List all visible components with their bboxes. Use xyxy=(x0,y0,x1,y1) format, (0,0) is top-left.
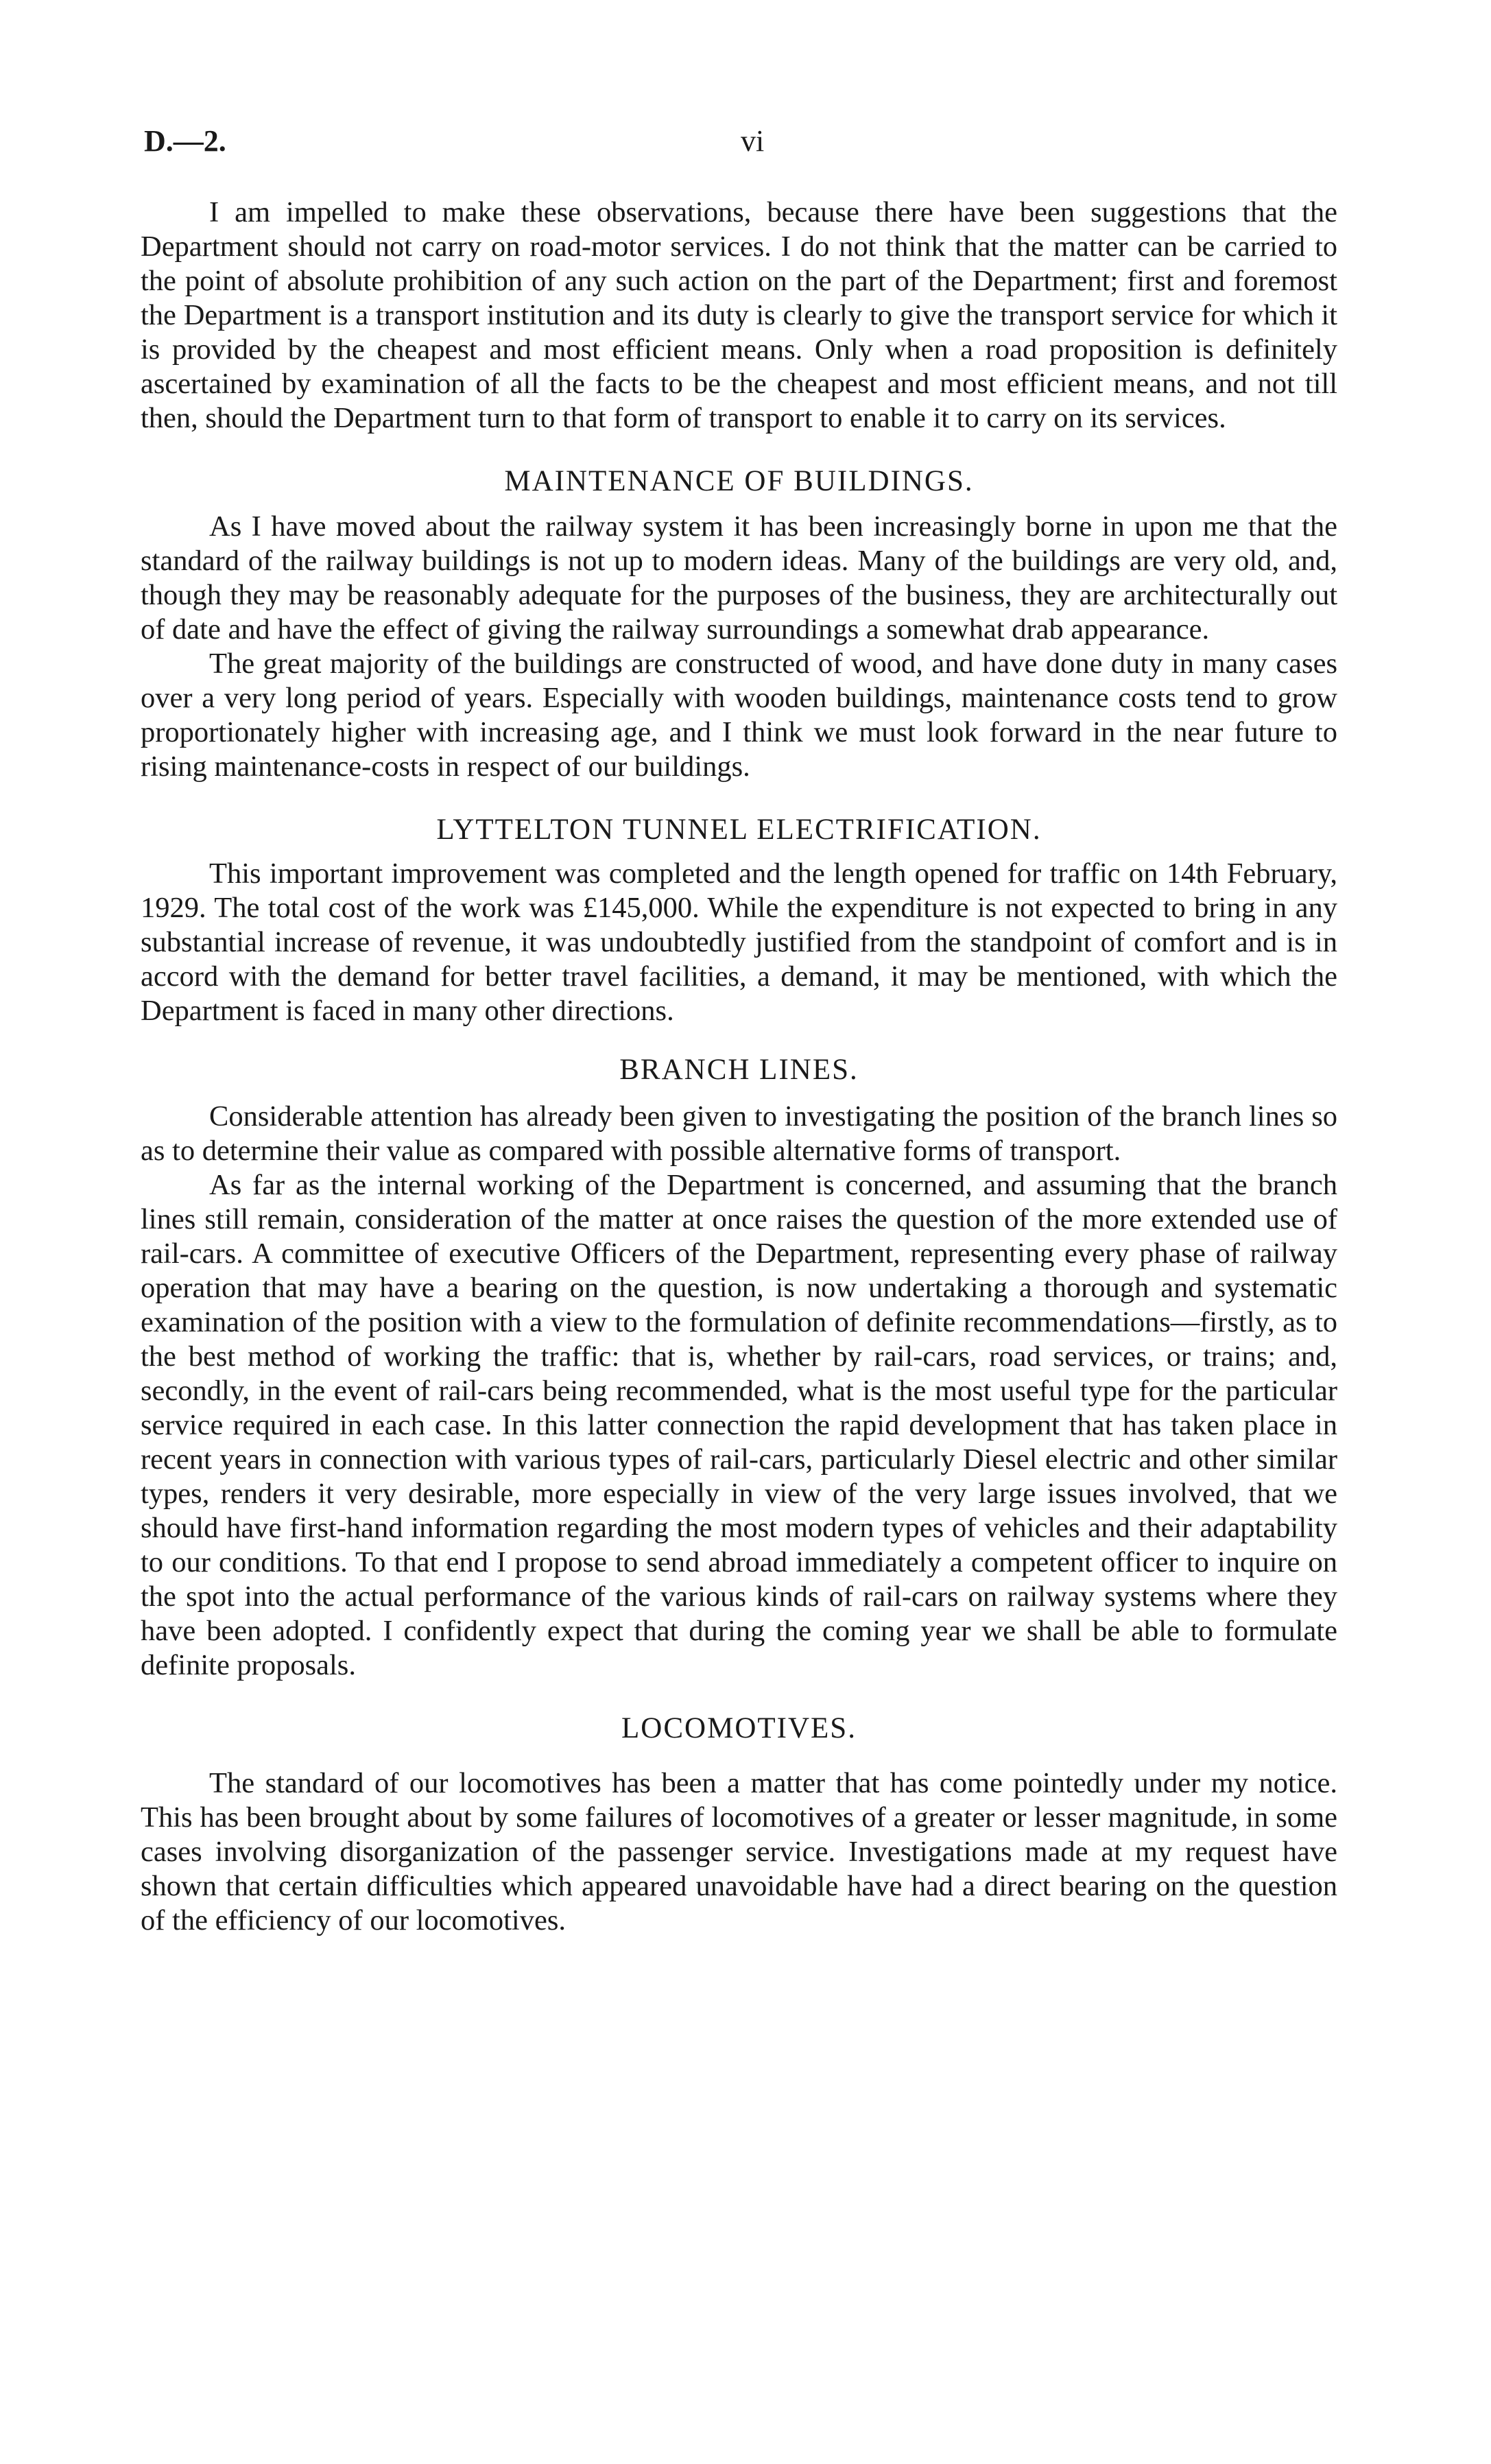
document-reference: D.—2. xyxy=(144,124,226,158)
section-heading-maintenance: MAINTENANCE OF BUILDINGS. xyxy=(504,465,974,497)
maintenance-paragraph-1: As I have moved about the railway system it has been increasingly borne in upon me that the standard of the railway buildings is not up to modern ideas. Many of the buildings are very old, and, though they may be reasonably adequate for the purposes of the business, they are architecturally out of date and have the effect of giving the railway surroundings a somewhat drab appearance. xyxy=(141,510,1337,645)
section-heading-lyttelton: LYTTELTON TUNNEL ELECTRIFICATION. xyxy=(436,814,1042,846)
section-heading-branch-lines: BRANCH LINES. xyxy=(619,1054,859,1086)
branch-lines-paragraph-1: Considerable attention has already been given to investigating the position of the branch lines so as to determine their value as compared with possible alternative forms of transport. xyxy=(141,1100,1337,1167)
locomotives-paragraph-1: The standard of our locomotives has been a matter that has come pointedly under my notice. This has been brought about by some failures of locomotives of a greater or lesser magnitude, in some cases involving disorganization of the passenger service. Investigations made at my request have shown that certain difficulties which appeared unavoidable have had a direct bearing on the question of the efficiency of our locomotives. xyxy=(141,1767,1337,1936)
intro-paragraph: I am impelled to make these observations, because there have been suggestions that the Department should not carry on road-motor services. I do not think that the matter can be carried to the point of absolute prohibition of any such action on the part of the Department; first and foremost the Department is a transport institution and its duty is clearly to give the transport service for which it is provided by the cheapest and most efficient means. Only when a road proposition is definitely ascertained by examination of all the facts to be the cheapest and most efficient means, and not till then, should the Department turn to that form of transport to enable it to carry on its services. xyxy=(141,196,1337,434)
section-heading-locomotives: LOCOMOTIVES. xyxy=(621,1712,857,1744)
page-header xyxy=(144,123,1351,165)
maintenance-paragraph-2: The great majority of the buildings are constructed of wood, and have done duty in many cases over a very long period of years. Especially with wooden buildings, maintenance costs tend to grow proportionately higher with increasing age, and I think we must look forward in the near future to rising maintenance-costs in respect of our buildings. xyxy=(141,648,1337,783)
document-body xyxy=(141,196,1337,1938)
lyttelton-paragraph-1: This important improvement was completed and the length opened for traffic on 14th February, 1929. The total cost of the work was £145,000. While the expenditure is not expected to bring in any substantial increase of revenue, it was undoubtedly justified from the standpoint of comfort and is in accord with the demand for better travel facilities, a demand, it may be mentioned, with which the Department is faced in many other directions. xyxy=(141,857,1337,1027)
branch-lines-paragraph-2: As far as the internal working of the Department is concerned, and assuming that the branch lines still remain, consideration of the matter at once raises the question of the more extended use of rail-cars. A committee of executive Officers of the Department, representing every phase of railway operation that may have a bearing on the question, is now undertaking a thorough and systematic examination of the position with a view to the formulation of definite recommendations—firstly, as to the best method of working the traffic: that is, whether by rail-cars, road services, or trains; and, secondly, in the event of rail-cars being recommended, what is the most useful type for the particular service required in each case. In this latter connection the rapid development that has taken place in recent years in connection with various types of rail-cars, particularly Diesel electric and other similar types, renders it very desirable, more especially in view of the very large issues involved, that we should have first-hand information regarding the most modern types of vehicles and their adaptability to our conditions. To that end I propose to send abroad immediately a competent officer to inquire on the spot into the actual performance of the various kinds of rail-cars on railway systems where they have been adopted. I confidently expect that during the coming year we shall be able to formulate definite proposals. xyxy=(141,1169,1337,1681)
page-number: vi xyxy=(741,124,765,158)
